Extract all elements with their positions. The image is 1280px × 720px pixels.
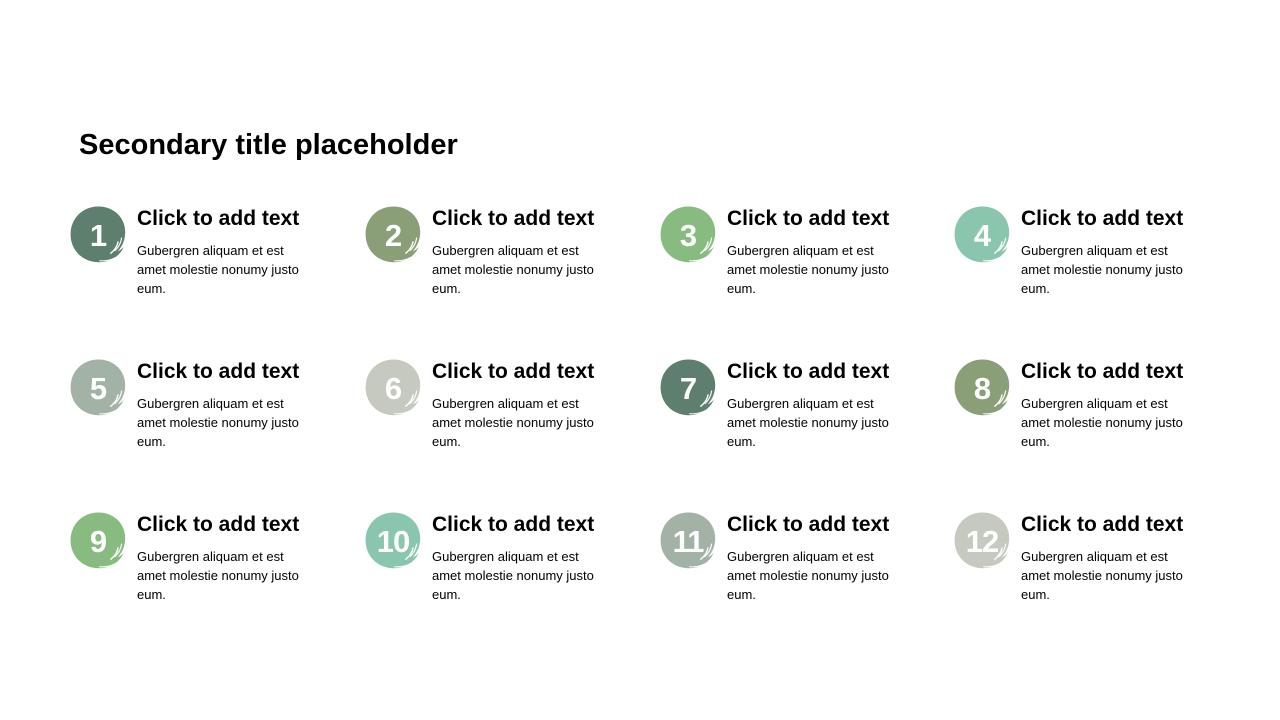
number-badge xyxy=(953,205,1011,263)
page-title[interactable]: Secondary title placeholder xyxy=(79,129,458,161)
numbered-item-3 xyxy=(659,205,939,315)
number-badge xyxy=(659,358,717,416)
badge-number: 2 xyxy=(384,218,402,253)
item-heading[interactable]: Click to add text xyxy=(137,360,300,383)
item-body-text[interactable]: Gubergren aliquam et est amet molestie nonumy justo eum. xyxy=(727,243,889,296)
numbered-item-11 xyxy=(659,511,939,621)
numbered-item-9 xyxy=(69,511,349,621)
item-body-text[interactable]: Gubergren aliquam et est amet molestie nonumy justo eum. xyxy=(727,396,889,449)
item-heading[interactable]: Click to add text xyxy=(432,360,595,383)
numbered-item-2 xyxy=(364,205,644,315)
item-heading[interactable]: Click to add text xyxy=(727,360,890,383)
item-body-text[interactable]: Gubergren aliquam et est amet molestie nonumy justo eum. xyxy=(1021,243,1183,296)
item-body-text[interactable]: Gubergren aliquam et est amet molestie nonumy justo eum. xyxy=(727,549,889,602)
numbered-item-1 xyxy=(69,205,349,315)
item-heading[interactable]: Click to add text xyxy=(137,513,300,536)
badge-number: 12 xyxy=(965,524,999,559)
item-heading[interactable]: Click to add text xyxy=(727,207,890,230)
badge-number: 1 xyxy=(89,218,107,253)
number-badge xyxy=(364,511,422,569)
item-body-text[interactable]: Gubergren aliquam et est amet molestie nonumy justo eum. xyxy=(1021,549,1183,602)
item-heading[interactable]: Click to add text xyxy=(1021,207,1184,230)
numbered-item-8 xyxy=(953,358,1233,468)
badge-number: 4 xyxy=(973,218,991,253)
item-body-text[interactable]: Gubergren aliquam et est amet molestie nonumy justo eum. xyxy=(432,549,594,602)
item-heading[interactable]: Click to add text xyxy=(727,513,890,536)
number-badge xyxy=(69,511,127,569)
badge-number: 6 xyxy=(384,371,402,406)
number-badge xyxy=(364,358,422,416)
item-body-text[interactable]: Gubergren aliquam et est amet molestie nonumy justo eum. xyxy=(1021,396,1183,449)
number-badge xyxy=(69,358,127,416)
badge-number: 3 xyxy=(679,218,697,253)
badge-number: 5 xyxy=(89,371,107,406)
item-body-text[interactable]: Gubergren aliquam et est amet molestie nonumy justo eum. xyxy=(137,396,299,449)
item-heading[interactable]: Click to add text xyxy=(432,513,595,536)
badge-number: 11 xyxy=(672,524,704,559)
item-heading[interactable]: Click to add text xyxy=(432,207,595,230)
badge-number: 10 xyxy=(376,524,410,559)
badge-number: 8 xyxy=(973,371,991,406)
item-body-text[interactable]: Gubergren aliquam et est amet molestie nonumy justo eum. xyxy=(432,243,594,296)
numbered-item-5 xyxy=(69,358,349,468)
number-badge xyxy=(659,511,717,569)
numbered-item-7 xyxy=(659,358,939,468)
numbered-item-6 xyxy=(364,358,644,468)
numbered-item-10 xyxy=(364,511,644,621)
item-body-text[interactable]: Gubergren aliquam et est amet molestie nonumy justo eum. xyxy=(137,243,299,296)
number-badge xyxy=(69,205,127,263)
item-heading[interactable]: Click to add text xyxy=(137,207,300,230)
badge-number: 7 xyxy=(679,371,697,406)
item-heading[interactable]: Click to add text xyxy=(1021,513,1184,536)
number-badge xyxy=(659,205,717,263)
number-badge xyxy=(953,358,1011,416)
badge-number: 9 xyxy=(89,524,107,559)
numbered-item-12 xyxy=(953,511,1233,621)
numbered-item-4 xyxy=(953,205,1233,315)
item-body-text[interactable]: Gubergren aliquam et est amet molestie nonumy justo eum. xyxy=(137,549,299,602)
item-body-text[interactable]: Gubergren aliquam et est amet molestie nonumy justo eum. xyxy=(432,396,594,449)
item-heading[interactable]: Click to add text xyxy=(1021,360,1184,383)
number-badge xyxy=(364,205,422,263)
number-badge xyxy=(953,511,1011,569)
